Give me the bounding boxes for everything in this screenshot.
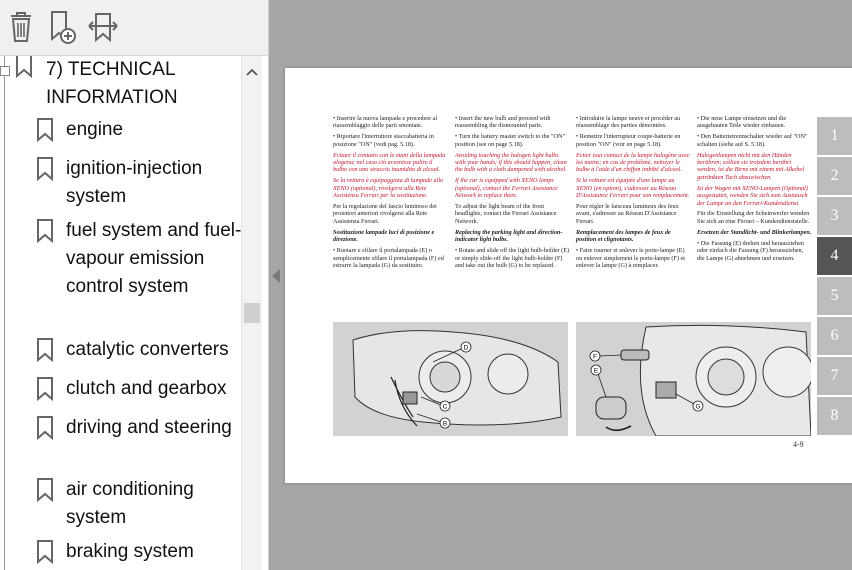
- text-paragraph: • Turn the battery master switch to the "ON" position (see on page 5.18).: [455, 133, 565, 148]
- bookmark-driving-and-steering[interactable]: [0, 414, 240, 472]
- chapter-tab-5[interactable]: 5: [817, 277, 852, 315]
- text-paragraph: • Den Batterietrennschalter wieder auf "ON" schalten (siehe auf S. 5.18).: [697, 133, 808, 148]
- bookmark-air-conditioning-system[interactable]: [0, 476, 240, 534]
- page-number: 4-9: [793, 440, 804, 449]
- expand-bookmark-icon[interactable]: [86, 8, 120, 46]
- bookmark-tree: [0, 56, 242, 570]
- scroll-thumb[interactable]: [244, 303, 260, 323]
- text-paragraph: • Die neue Lampe einsetzen und die ausgebauten Teile wieder einbauen.: [697, 115, 787, 130]
- section-heading: Replacing the parking light and direction-indicator light bulbs.: [455, 228, 563, 244]
- section-heading: Sostituzione lampade luci di posizione e direzione.: [333, 228, 435, 244]
- bookmark-icon: [36, 377, 54, 401]
- warning-paragraph: Eviter tout contact de la lampe halogène avec les mains; en cas de problème, nettoyer le bulbe à l'aide d'un chiffon imbibé d'alcool.: [576, 151, 690, 174]
- bookmark-label: driving and steering: [66, 417, 232, 438]
- warning-paragraph: Si la voiture est équipée d'une lampe au XENO (en option), s'adresser au Réseau D'Assistance Ferrari pour son remplacement.: [576, 177, 690, 200]
- chapter-tab-1[interactable]: 1: [817, 117, 852, 155]
- text-paragraph: • Insert the new bulb and proceed with reassembling the dismounted parts.: [455, 115, 551, 130]
- bookmark-catalytic-converters[interactable]: [0, 336, 240, 366]
- bookmarks-panel: [0, 0, 269, 570]
- bulb-holder-illustration: [576, 322, 811, 436]
- bookmark-label: fuel system and fuel-vapour emission control system: [66, 220, 242, 297]
- add-bookmark-icon[interactable]: [46, 8, 80, 46]
- bookmark-fuel-system[interactable]: [0, 217, 240, 331]
- trash-icon[interactable]: [4, 8, 38, 46]
- bookmark-icon: [36, 157, 54, 181]
- bookmark-label: clutch and gearbox: [66, 378, 227, 399]
- text-paragraph: • Die Fassung (E) drehen und herausziehen oder einfach die Fassung (F) herausziehen, die Lampe (G) abnehmen und ersetzen.: [697, 239, 804, 262]
- bookmark-technical-information[interactable]: [0, 56, 240, 112]
- bookmark-label: engine: [66, 119, 124, 140]
- collapse-panel-icon[interactable]: [271, 268, 281, 284]
- callout-label: B: [442, 420, 448, 428]
- callout-label: G: [695, 403, 701, 411]
- bookmark-braking-system[interactable]: [0, 538, 240, 568]
- bookmark-icon: [36, 540, 54, 564]
- bookmark-label: 7) TECHNICAL INFORMATION: [46, 59, 178, 108]
- column-french: [576, 115, 691, 273]
- text-paragraph: Per la regolazione del fascio luminoso dei proiettori anteriori rivolgersi alla Rete Assistenza Ferrari.: [333, 203, 437, 225]
- text-paragraph: • Rotate and slide off the light bulb-holder (E) or simply slide-off the light bulb-holder (F) and take out the bulb (G) to be replaced.: [455, 247, 570, 269]
- text-paragraph: Pour régler le faisceau lumineux des feux avant, s'adresser au Réseau D'Assistance Ferrari.: [576, 203, 679, 225]
- text-paragraph: To adjust the light beam of the front headlights, contact the Ferrari Assistance Network.: [455, 203, 557, 225]
- warning-paragraph: If the car is equipped with XENO lamps (optional), contact the Ferrari Assistance Network to replace them.: [455, 177, 558, 200]
- chapter-tab-6[interactable]: 6: [817, 317, 852, 355]
- text-paragraph: • Ruotare e sfilare il portalampada (E) o semplicemente sfilare il portalampada (F) ed estrarre la lampada (G) da sostituire.: [333, 247, 444, 269]
- chapter-tab-8[interactable]: 8: [817, 397, 852, 435]
- warning-paragraph: Ist der Wagen mit XENO-Lampen (Optional) ausgestattet, wenden Sie sich zum Austausch der Lampe an den Ferrari-Kundendienst.: [697, 184, 808, 207]
- section-heading: Remplacement des lampes de feux de position et clignotants.: [576, 228, 671, 244]
- section-heading: Ersetzen der Standlicht- und Blinkerlampen.: [697, 228, 812, 236]
- bookmark-clutch-and-gearbox[interactable]: [0, 375, 240, 405]
- text-paragraph: Für die Einstellung der Scheinwerfer wenden Sie sich an eine Ferrari – Kundendienststelle.: [697, 210, 810, 225]
- bookmark-icon: [36, 478, 54, 502]
- bookmark-icon: [14, 56, 34, 80]
- callout-label: C: [442, 403, 448, 411]
- chapter-tab-4[interactable]: 4: [817, 237, 852, 275]
- bookmarks-toolbar: [0, 0, 268, 56]
- headlight-rear-illustration: [333, 322, 568, 436]
- text-paragraph: • Inserire la nuova lampada e procedere al riassemblaggio delle parti smontate.: [333, 115, 438, 130]
- warning-paragraph: Avoiding touching the halogen light bulbs with your hands; if this should happen, clean the bulb with a cloth dampened with alcohol.: [455, 151, 567, 174]
- warning-paragraph: Se la vettura è equipaggiata di lampade allo XENO (optional), rivolgersi alla Rete Assistenza Ferrari per la sostituzione.: [333, 177, 444, 200]
- tree-scrollbar[interactable]: [241, 56, 262, 570]
- callout-label: D: [463, 344, 469, 352]
- bookmark-label: ignition-injection system: [66, 158, 203, 207]
- column-english: [455, 115, 570, 273]
- chapter-tab-2[interactable]: 2: [817, 157, 852, 195]
- text-paragraph: • Remettre l'interrupteur coupe-batterie en position "ON" (voir en page 5.18).: [576, 133, 681, 148]
- text-paragraph: • Riportare l'interruttore staccabatteria in posizione "ON" (vedi pag. 5.18).: [333, 133, 434, 148]
- bookmark-label: air conditioning system: [66, 479, 194, 528]
- callout-label: E: [593, 367, 599, 375]
- bookmark-label: braking system: [66, 541, 194, 562]
- column-german: [697, 115, 812, 265]
- callout-label: F: [593, 353, 597, 361]
- bookmark-icon: [36, 219, 54, 243]
- chapter-tabs: [817, 117, 852, 437]
- bookmark-icon: [36, 338, 54, 362]
- document-page: [285, 68, 852, 483]
- warning-paragraph: Evitare il contatto con le mani della lampada alogena; nel caso ciò avvenisse pulire il bulbo con uno straccio inumidito di alcool.: [333, 151, 446, 174]
- chapter-tab-7[interactable]: 7: [817, 357, 852, 395]
- warning-paragraph: Halogenlampen nicht mit den Händen berühren; sollten sie trotzdem berührt werden, ist die Birne mit einem mit Alkohol getränkten Tuch abzuwischen.: [697, 151, 805, 181]
- bookmark-ignition-injection-system[interactable]: [0, 155, 240, 213]
- bookmark-icon: [36, 118, 54, 142]
- text-paragraph: • Faire tourner et enlever le porte-lampe (E) ou enlever simplement le porte-lampe (F) et enlever la lampe (G) à remplacer.: [576, 247, 685, 269]
- text-paragraph: • Introduire la lampe neuve et procéder au réassemblage des parties démontées.: [576, 115, 681, 130]
- bookmark-icon: [36, 416, 54, 440]
- bookmark-engine[interactable]: [0, 116, 240, 146]
- scroll-up-icon[interactable]: [245, 66, 259, 78]
- chapter-tab-3[interactable]: 3: [817, 197, 852, 235]
- column-italian: [333, 115, 448, 273]
- bookmark-label: catalytic converters: [66, 339, 229, 360]
